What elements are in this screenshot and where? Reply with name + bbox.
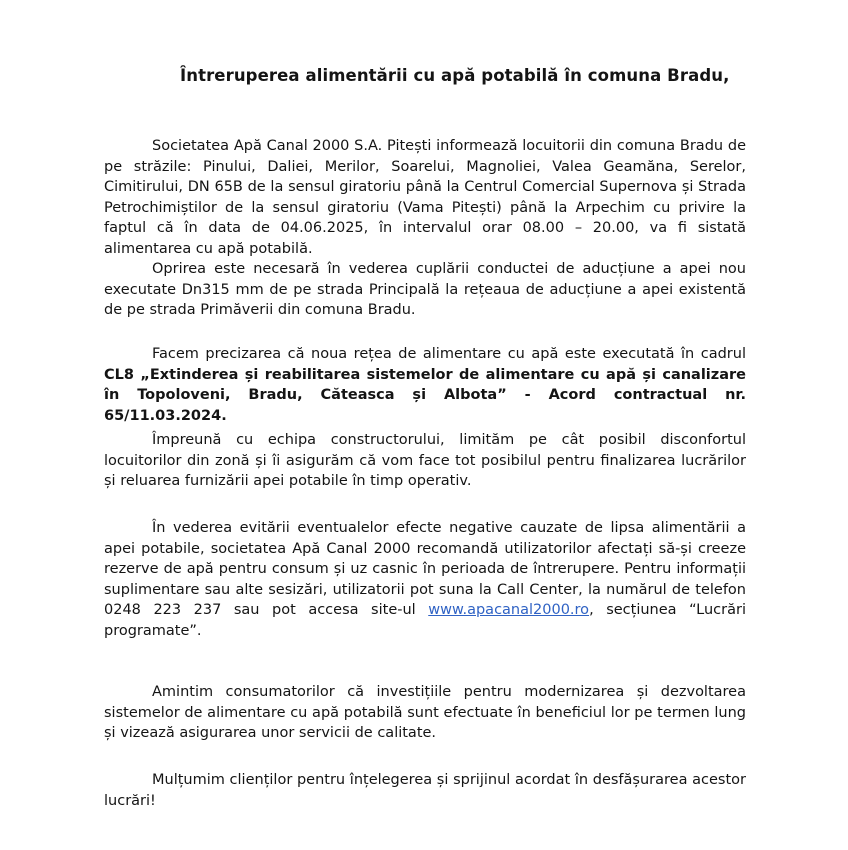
project-contract-reference: CL8 „Extinderea și reabilitarea sistemelor de alimentare cu apă și canalizare în Topoloveni, Bradu, Căteasca și Albota” - Acord contractual nr. 65/11.03.2024. <box>104 366 746 424</box>
paragraph-reason: Oprirea este necesară în vederea cuplării conductei de aducțiune a apei nou executate Dn315 mm de pe strada Principală la rețeaua de aducțiune a apei existentă de pe strada Primăverii din comuna Bradu. <box>104 261 746 318</box>
paragraph-thanks: Mulțumim clienților pentru înțelegerea și sprijinul acordat în desfășurarea acestor lucrări! <box>104 772 746 809</box>
paragraph-recommendation-tail: , secțiunea “Lucrări programate”. <box>104 602 746 639</box>
paragraph-project-text: Facem precizarea că noua rețea de alimentare cu apă este executată în cadrul <box>152 346 746 362</box>
paragraph-recommendation-text: În vederea evitării eventualelor efecte negative cauzate de lipsa alimentării a apei potabile, societatea Apă Canal 2000 recomandă utilizatorilor afectați să-și creeze rezerve de apă pentru consum și uz casnic în perioada de întrerupere. Pentru informații suplimentare sau alte sesizări, utilizatorii pot suna la Call Center, la numărul de telefon 0248 223 237 sau pot accesa site-ul <box>104 520 746 618</box>
paragraph-announcement: Societatea Apă Canal 2000 S.A. Pitești informează locuitorii din comuna Bradu de pe străzile: Pinului, Daliei, Merilor, Soarelui, Magnoliei, Valea Geamăna, Serelor, Cimitirului, DN 65B de la sensul giratoriu până la Centrul Comercial Supernova și Strada Petrochimiștilor de la sensul giratoriu (Vama Pitești) până la Arpechim cu privire la faptul că în data de 04.06.2025, în intervalul orar 08.00 – 20.00, va fi sistată alimentarea cu apă potabilă. <box>104 138 746 257</box>
paragraph-recommendation <box>104 518 746 641</box>
paragraph-project <box>104 344 746 426</box>
paragraph-investments: Amintim consumatorilor că investițiile pentru modernizarea și dezvoltarea sistemelor de alimentare cu apă potabilă sunt efectuate în beneficiul lor pe termen lung și vizează asigurarea unor servicii de calitate. <box>104 684 746 741</box>
paragraph-apology: Împreună cu echipa constructorului, limităm pe cât posibil disconfortul locuitorilor din zonă și îi asigurăm că vom face tot posibilul pentru finalizarea lucrărilor și reluarea furnizării apei potabile în timp operativ. <box>104 432 746 489</box>
document-title: Întreruperea alimentării cu apă potabilă în comuna Bradu, <box>180 66 730 85</box>
website-link[interactable]: www.apacanal2000.ro <box>428 602 590 618</box>
